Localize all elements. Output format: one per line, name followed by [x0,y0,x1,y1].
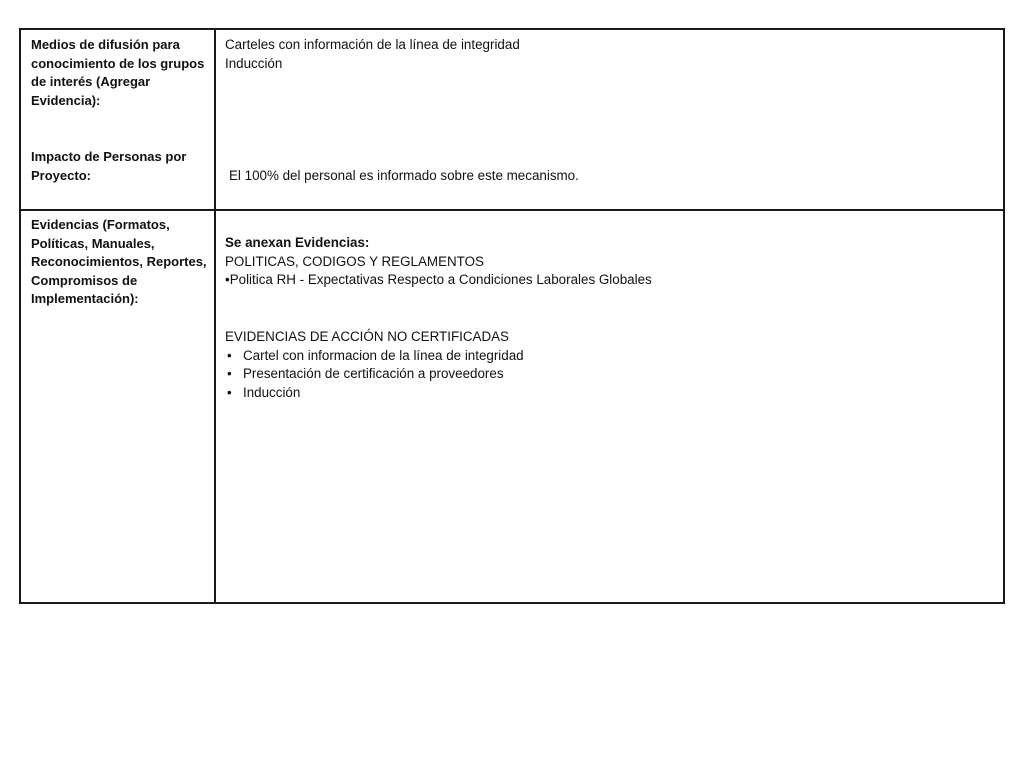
label-cell [21,211,216,602]
label-dissemination-media: Medios de difusión para conocimiento de los grupos de interés (Agregar Evidencia): [31,37,205,108]
label-people-impact: Impacto de Personas por Proyecto: [31,149,187,183]
table-row-dissemination [21,30,1003,211]
content-cell [218,30,1003,209]
policies-title: POLITICAS, CODIGOS Y REGLAMENTOS [225,253,484,269]
evidence-heading: Se anexan Evidencias: [225,235,370,250]
list-item [225,384,524,403]
bullet-icon: • [227,385,232,401]
table-row-evidence [21,211,1003,602]
policy-item: •Politica RH - Expectativas Respecto a Condiciones Laborales Globales [225,272,652,288]
list-item-text: Cartel con informacion de la línea de integridad [243,347,524,363]
content-cell [218,211,1003,602]
label-evidence-types: Evidencias (Formatos, Políticas, Manuales, Reconocimientos, Reportes, Compromisos de Implementación): [31,217,207,306]
list-item-text: Presentación de certificación a proveedores [243,366,504,382]
list-item [225,365,524,384]
non-certified-list [225,347,524,403]
content-line-posters: Carteles con información de la línea de integridad [225,37,520,52]
content-impact-text: El 100% del personal es informado sobre este mecanismo. [229,168,579,183]
list-item [225,347,524,366]
evidence-table [19,28,1005,604]
label-cell [21,30,216,209]
bullet-icon: • [227,347,232,363]
bullet-icon: • [227,366,232,382]
non-certified-title: EVIDENCIAS DE ACCIÓN NO CERTIFICADAS [225,329,509,344]
content-line-induction: Inducción [225,55,283,71]
list-item-text: Inducción [243,385,301,401]
